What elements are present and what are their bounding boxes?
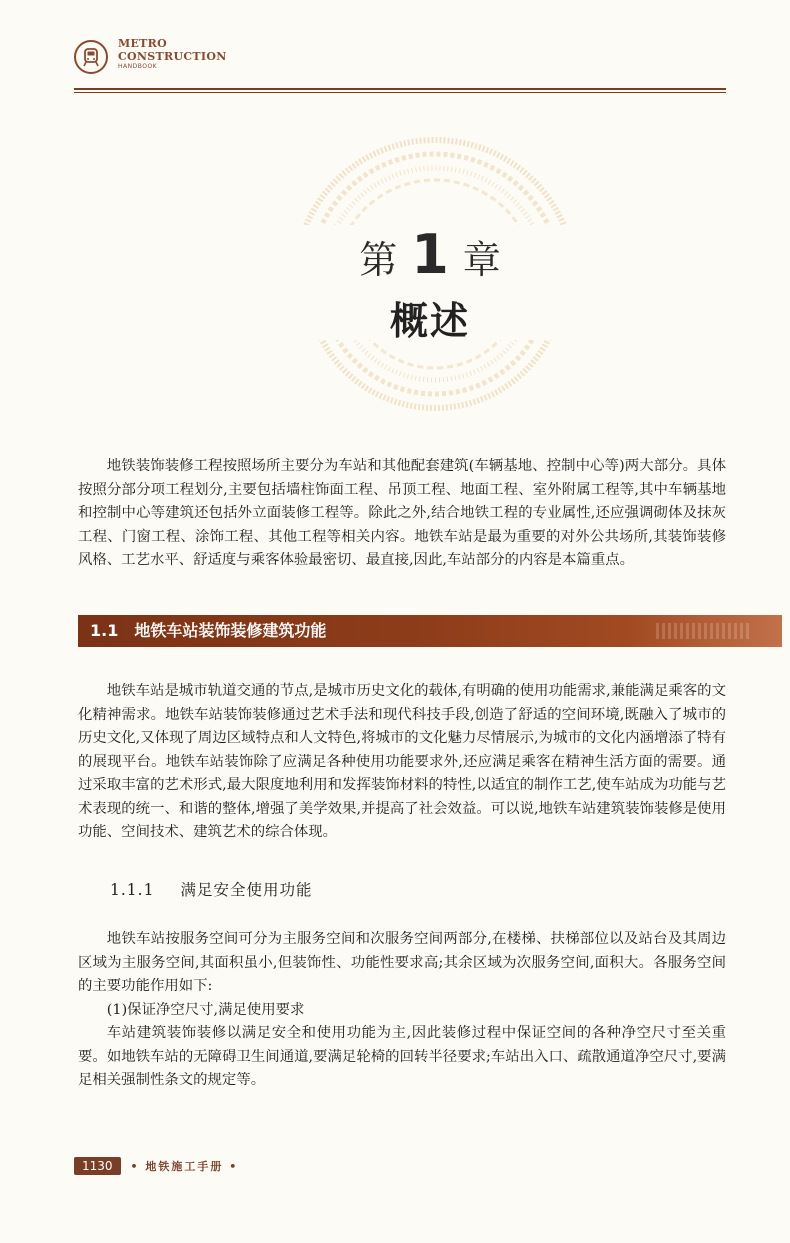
logo-line-2: CONSTRUCTION (118, 50, 227, 63)
chapter-title: 概述 (389, 299, 470, 343)
page-header (74, 38, 724, 88)
subsection-paragraph: 地铁车站按服务空间可分为主服务空间和次服务空间两部分,在楼梯、扶梯部位以及站台及其周边区域为主服务空间,其面积虽小,但装饰性、功能性要求高;其余区域为次服务空间,面积大。各服务空间的主要功能作用如下: (78, 931, 726, 994)
logo-text (118, 38, 227, 70)
page-footer (74, 1155, 238, 1179)
subsection-title: 满足安全使用功能 (180, 881, 313, 899)
intro-paragraph: 地铁装饰装修工程按照场所主要分为车站和其他配套建筑(车辆基地、控制中心等)两大部分。具体按照分部分项工程划分,主要包括墙柱饰面工程、吊顶工程、地面工程、室外附属工程等,其中车辆基地和控制中心等建筑还包括外立面装修工程等。除此之外,结合地铁工程的专业属性,还应强调砌体及抹灰工程、门窗工程、涂饰工程、其他工程等相关内容。地铁车站是最为重要的对外公共场所,其装饰装修风格、工艺水平、舒适度与乘客体验最密切、最直接,因此,车站部分的内容是本篇重点。 (78, 458, 726, 568)
logo-line-1: METRO (118, 37, 167, 50)
subsection-number: 1.1.1 (110, 881, 155, 899)
header-rule-thin (74, 92, 726, 93)
list-item-text: 车站建筑装饰装修以满足安全和使用功能为主,因此装修过程中保证空间的各种净空尺寸至关重要。如地铁车站的无障碍卫生间通道,要满足轮椅的回转半径要求;车站出入口、疏散通道净空尺寸,要满足相关强制性条文的规定等。 (78, 1025, 726, 1088)
metro-train-icon (81, 47, 101, 67)
section-paragraph: 地铁车站是城市轨道交通的节点,是城市历史文化的载体,有明确的使用功能需求,兼能满足乘客的文化精神需求。地铁车站装饰装修通过艺术手法和现代科技手段,创造了舒适的空间环境,既融入了城市的历史文化,又体现了周边区域特点和人文特色,将城市的文化魅力尽情展示,为城市的文化内涵增添了特有的展现平台。地铁车站装饰除了应满足各种使用功能要求外,还应满足乘客在精神生活方面的需要。通过采取丰富的艺术形式,最大限度地利用和发挥装饰材料的特性,以适宜的制作工艺,使车站成为功能与艺术表现的统一、和谐的整体,增强了美学效果,并提高了社会效益。可以说,地铁车站建筑装饰装修是使用功能、空间技术、建筑艺术的综合体现。 (78, 683, 726, 840)
logo (74, 40, 108, 74)
chapter-number: 1 (411, 223, 449, 286)
chapter-number-line (300, 223, 560, 286)
book-title: • 地铁施工手册 • (130, 1159, 239, 1173)
header-rule (74, 88, 726, 90)
section-bar-decoration (656, 623, 752, 639)
section-number: 1.1 (90, 621, 119, 640)
subsection-heading (110, 878, 312, 900)
section-heading-bar (78, 615, 782, 647)
list-item-heading: (1)保证净空尺寸,满足使用要求 (106, 1002, 305, 1018)
page-number: 1130 (74, 1157, 121, 1175)
section-title: 地铁车站装饰装修建筑功能 (134, 621, 327, 640)
chapter-heading (300, 223, 560, 345)
chapter-prefix: 第 (359, 238, 398, 282)
chapter-suffix: 章 (462, 238, 501, 282)
logo-line-3: HANDBOOK (118, 63, 158, 70)
